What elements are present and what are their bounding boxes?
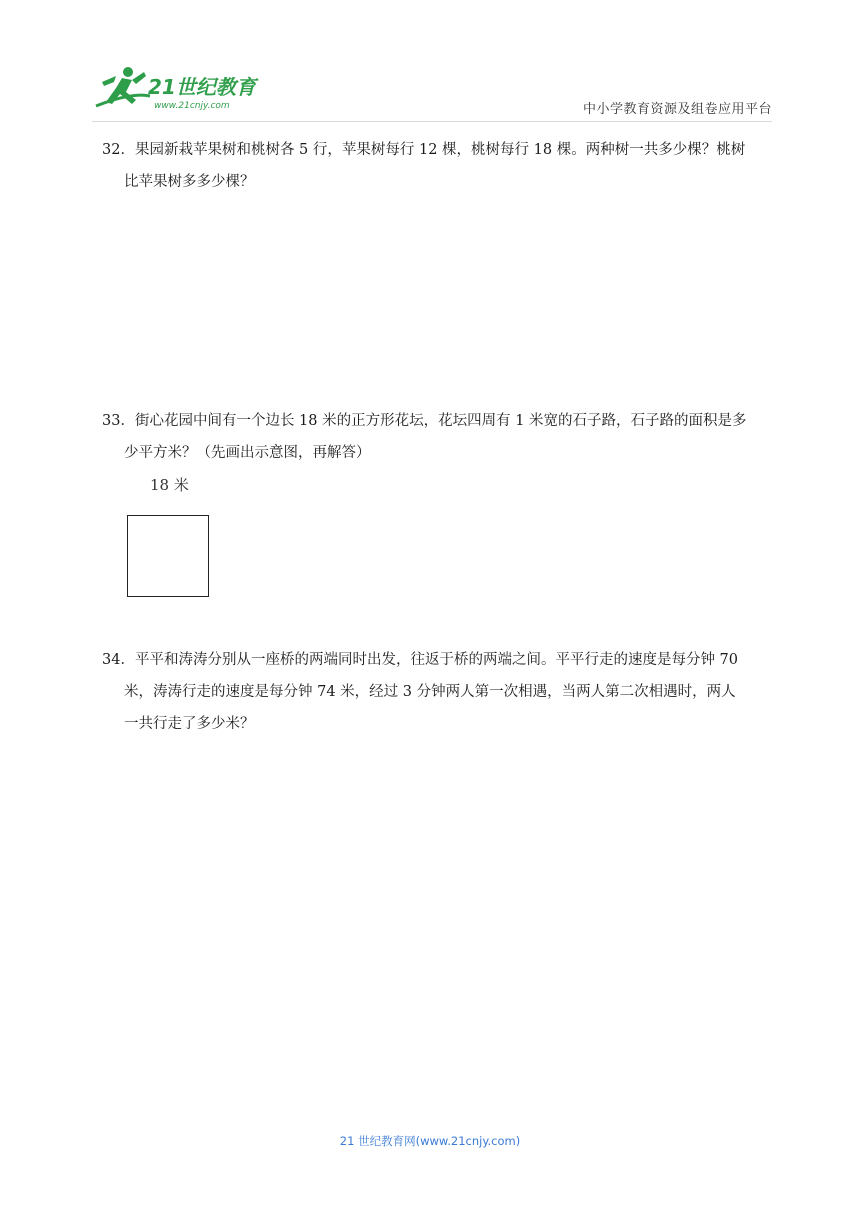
- question-33: [102, 405, 766, 469]
- header-divider: [92, 121, 772, 122]
- square-flowerbed-figure: [127, 515, 209, 597]
- question-text-line: 34．平平和涛涛分别从一座桥的两端同时出发，往返于桥的两端之间。平平行走的速度是每分钟 70: [102, 652, 739, 668]
- logo-url-text: www.21cnjy.com: [154, 101, 230, 111]
- logo-text: 21世纪教育: [148, 75, 256, 99]
- square-side-label: 18 米: [150, 476, 189, 494]
- question-text-line: 少平方米？（先画出示意图，再解答）: [124, 445, 371, 461]
- question-text-line: 33．街心花园中间有一个边长 18 米的正方形花坛，花坛四周有 1 米宽的石子路，石子路的面积是多: [102, 413, 747, 429]
- question-text-line: 32．果园新栽苹果树和桃树各 5 行，苹果树每行 12 棵，桃树每行 18 棵。两种树一共多少棵？桃树: [102, 142, 746, 158]
- site-logo: [92, 62, 272, 116]
- question-32: [102, 134, 766, 198]
- page-header: [92, 62, 772, 122]
- page-footer[interactable]: 21 世纪教育网(www.21cnjy.com): [339, 1134, 521, 1148]
- question-text-line: 比苹果树多多少棵？: [124, 174, 255, 190]
- platform-tagline: 中小学教育资源及组卷应用平台: [582, 102, 772, 117]
- question-text-line: 一共行走了多少米？: [124, 716, 255, 732]
- logo-graphic: [92, 62, 272, 116]
- question-text-line: 米，涛涛行走的速度是每分钟 74 米，经过 3 分钟两人第一次相遇，当两人第二次相遇时，两人: [124, 684, 736, 700]
- question-34: [102, 644, 766, 740]
